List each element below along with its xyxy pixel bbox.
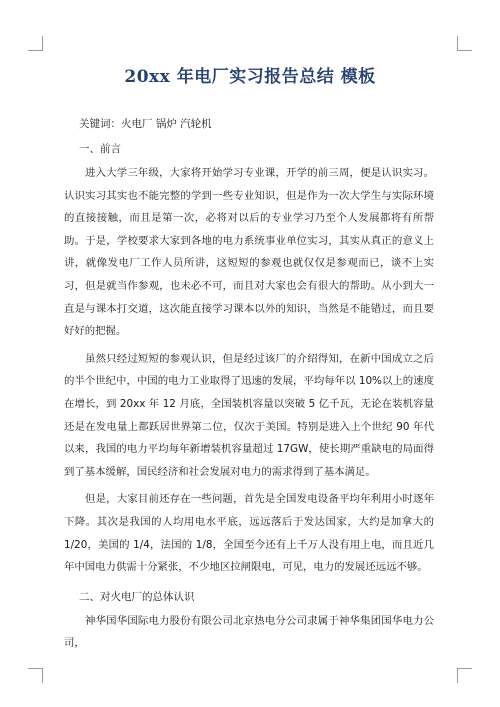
paragraph-2: 虽然只经过短短的参观认识，但是经过该厂的介绍得知，在新中国成立之后的半个世纪中，中国的电力工业取得了迅速的发展，平均每年以 10%以上的速度在增长，到 20xx 年 12 月底，全国装机容量以突破 5 亿千瓦，无论在装机容量还是在发电量上都跃居世界第二位，仅次于美国。特别是进入上个世纪 90 年代以来，我国的电力平均每年新增装机容量超过 17GW，使长期严重缺电的局面得到了基本缓解，国民经济和社会发展对电力的需求得到了基本满足。 (64, 352, 434, 478)
paragraph-1: 进入大学三年级，大家将开始学习专业课，开学的前三周，便是认识实习。认识实习其实也不能完整的学到一些专业知识，但是作为一次大学生与实际环境的直接接触，而且是第一次，必将对以后的专业学习乃至个人发展都将有所帮助。于是，学校要求大家到各地的电力系统事业单位实习，其实从真正的意义上讲，就像发电厂工作人员所讲，这短短的参观也就仅仅是参观而已，谈不上实习，但是就当作参观，也未必不可，而且对大家也会有很大的帮助。从小到大一直是与课本打交道，这次能直接学习课本以外的知识，当然是不能错过，而且要好好的把握。 (64, 167, 434, 338)
crop-mark-bottom-right (457, 668, 472, 683)
section-heading-preface: 一、前言 (79, 143, 121, 155)
section-heading-overview: 二、对火电厂的总体认识 (79, 590, 195, 603)
crop-mark-top-left (28, 36, 43, 51)
crop-mark-top-right (457, 36, 472, 51)
document-title: 20xx 年电厂实习报告总结 模板 (124, 67, 376, 87)
crop-mark-bottom-left (28, 668, 43, 683)
document-body (64, 112, 434, 655)
paragraph-4: 神华国华国际电力股份有限公司北京热电分公司隶属于神华集团国华电力公司， (64, 614, 434, 650)
paragraph-3: 但是，大家目前还存在一些问题，首先是全国发电设备平均年利用小时逐年下降。其次是我国的人均用电水平底，远远落后于发达国家，大约是加拿大的 1/20，美国的 1/4，法国的 1/8，全国至今还有上千万人没有用上电，而且近几年中国电力供需十分紧张，不少地区拉闸限电，可见，电力的发展还远远不够。 (64, 493, 434, 574)
keywords-line: 关键词：火电厂 锅炉 汽轮机 (79, 118, 212, 130)
